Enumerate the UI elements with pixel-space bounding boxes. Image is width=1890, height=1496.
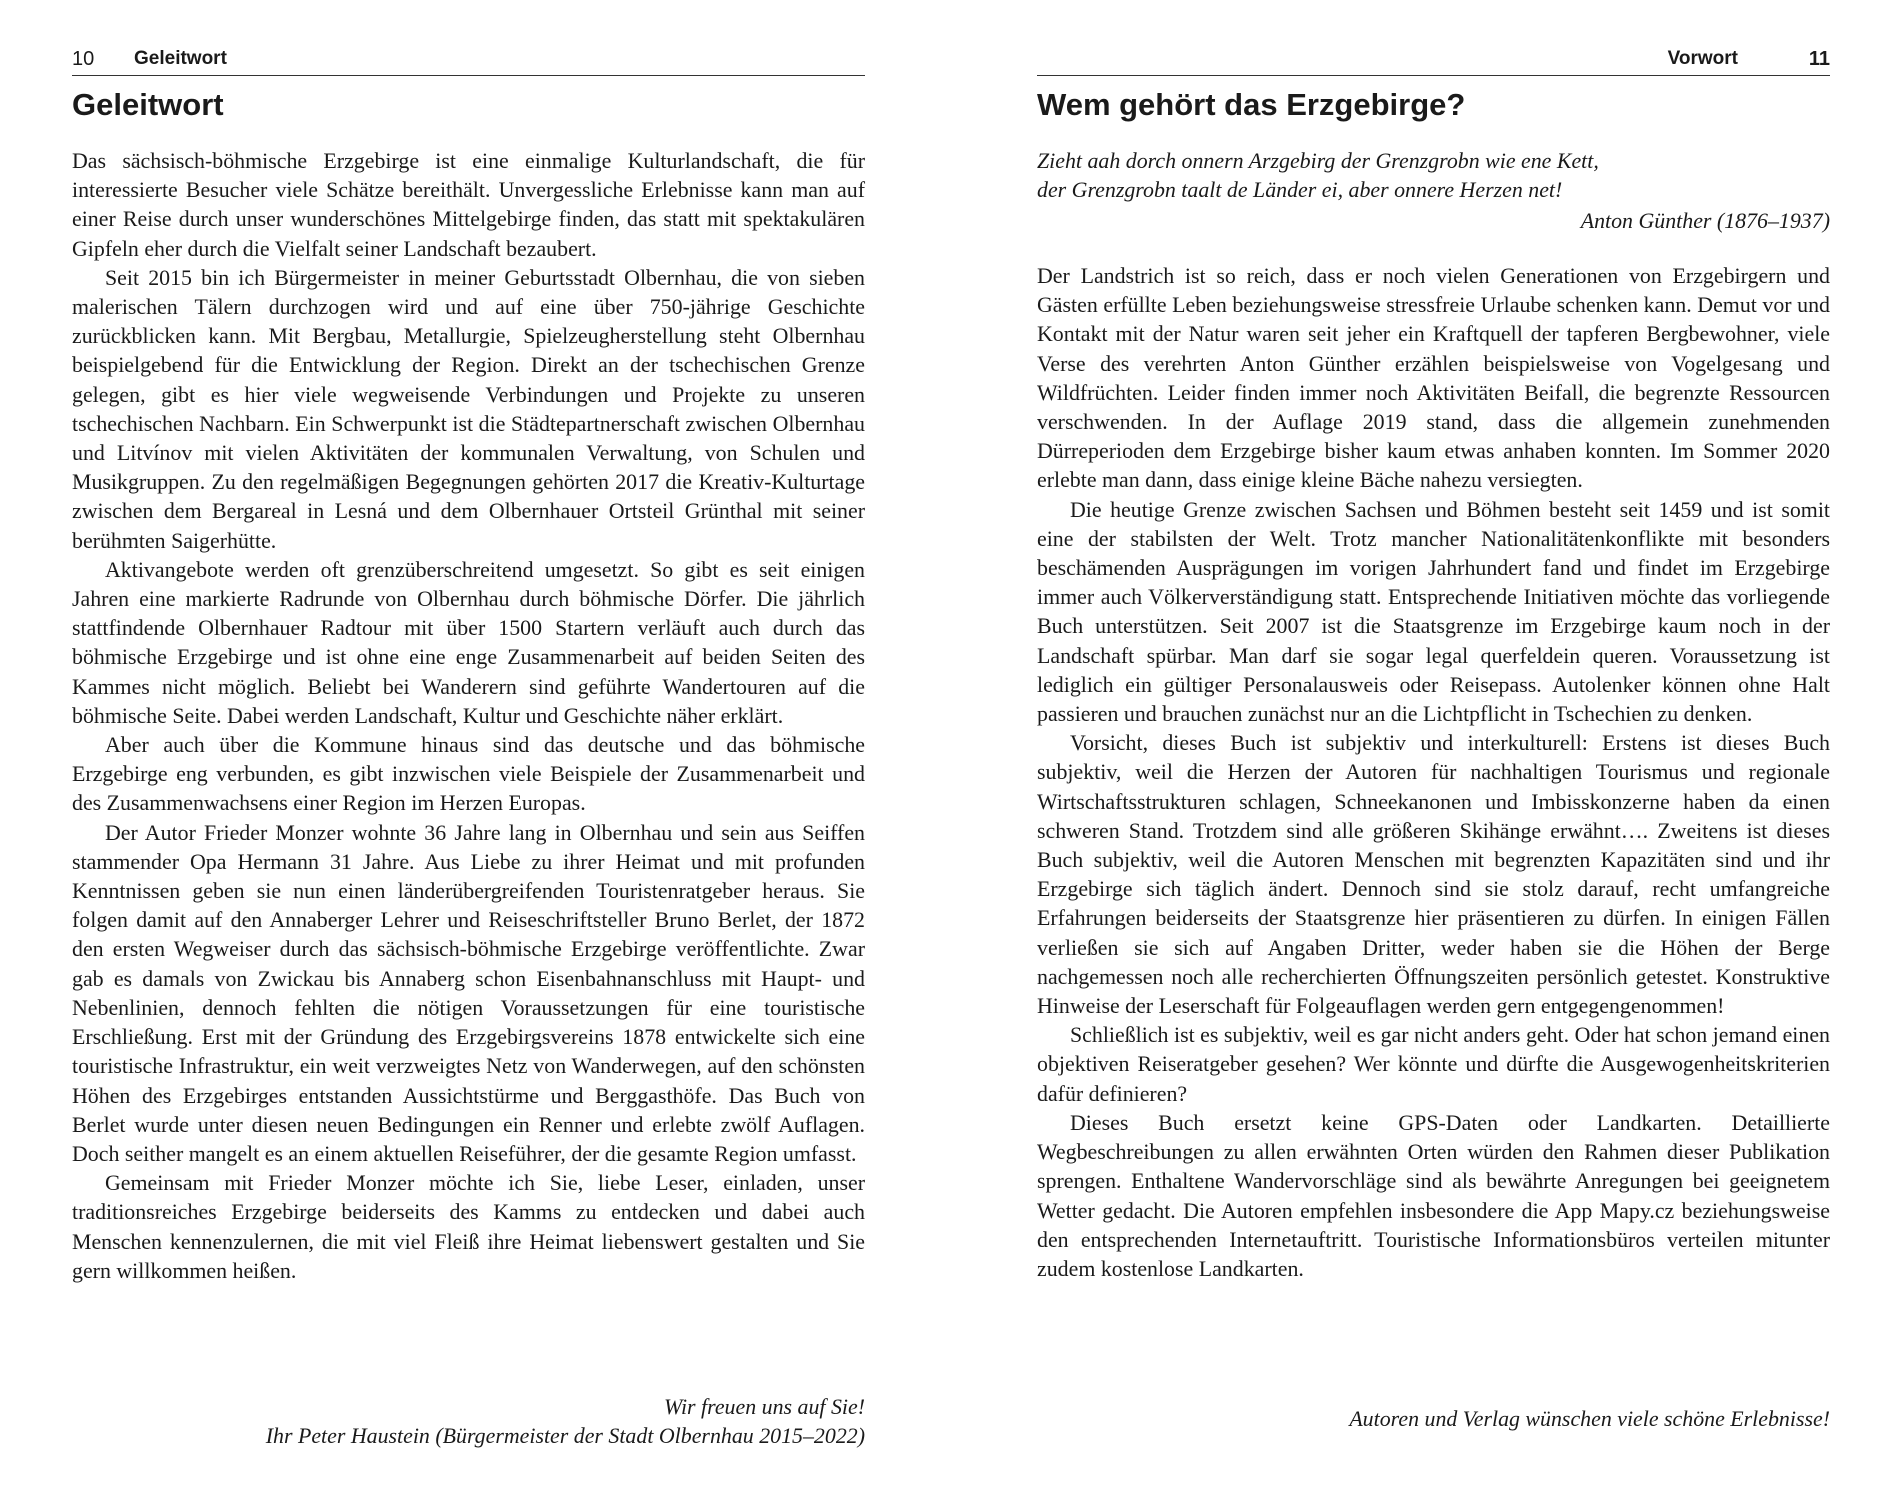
body-text-left <box>72 146 865 1285</box>
paragraph: Gemeinsam mit Frieder Monzer möchte ich Sie, liebe Leser, einladen, unser traditionsreiches Erzgebirge beiderseits des Kamms zu entdecken und dabei auch Menschen kennenzulernen, die mit viel Fleiß ihre Heimat liebenswert gestalten und Sie gern willkommen heißen. <box>72 1170 865 1283</box>
page-number-left: 10 <box>72 48 95 70</box>
epigraph <box>1037 146 1830 236</box>
body-text-right <box>1037 261 1830 1283</box>
paragraph: Die heutige Grenze zwischen Sachsen und Böhmen besteht seit 1459 und ist somit eine der stabilsten der Welt. Trotz mancher Nationalitätenkonflikte mit besonders beschämenden Ausprägungen im vorigen Jahrhundert fand und findet im Erzgebirge immer auch Völkerverständigung statt. Entsprechende Initiativen möchte das vorliegende Buch unterstützen. Seit 2007 ist die Staatsgrenze im Erzgebirge kaum noch in der Landschaft spürbar. Man darf sie sogar legal querfeldein queren. Voraussetzung ist lediglich ein gültiger Personalausweis oder Reisepass. Autolenker können ohne Halt passieren und brauchen zunächst nur an die Lichtpflicht in Tschechien zu denken. <box>1037 496 1830 727</box>
running-head-left <box>72 47 865 76</box>
paragraph: Aber auch über die Kommune hinaus sind das deutsche und das böhmische Erzgebirge eng verbunden, es gibt inzwischen viele Beispiele der Zusammenarbeit und des Zusammenwachsens einer Region im Herzen Europas. <box>72 732 865 816</box>
paragraph: Der Autor Frieder Monzer wohnte 36 Jahre lang in Olbernhau und sein aus Seiffen stammender Opa Hermann 31 Jahre. Aus Liebe zu ihrer Heimat und mit profunden Kenntnissen geben sie nun einen länderübergreifenden Touristenratgeber heraus. Sie folgen damit auf den Annaberger Lehrer und Reiseschriftsteller Bruno Berlet, der 1872 den ersten Wegweiser durch das sächsisch-böhmische Erzgebirge veröffentlichte. Zwar gab es damals von Zwickau bis Annaberg schon Eisenbahnanschluss mit Haupt- und Nebenlinien, dennoch fehlten die nötigen Voraussetzungen für eine touristische Erschließung. Erst mit der Gründung des Erzgebirgsvereins 1878 entwickelte sich eine touristische Infrastruktur, ein weit verzweigtes Netz von Wanderwegen, auf den schönsten Höhen des Erzgebirges entstanden Aussichtstürme und Berggasthöfe. Das Buch von Berlet wurde unter diesen neuen Bedingungen ein Renner und erlebte zwölf Auflagen. Doch seither mangelt es an einem aktuellen Reiseführer, der die gesamte Region umfasst. <box>72 819 865 1166</box>
running-head-title-right: Vorwort <box>1667 48 1738 69</box>
paragraph: Das sächsisch-böhmische Erzgebirge ist eine einmalige Kulturlandschaft, die für interessierte Besucher viele Schätze bereithält. Unvergessliche Erlebnisse kann man auf einer Reise durch unser wunderschönes Mittelgebirge finden, das statt mit spektakulären Gipfeln eher durch die Vielfalt seiner Landschaft bezaubert. <box>72 148 865 261</box>
epigraph-line: Zieht aah dorch onnern Arzgebirg der Grenzgrobn wie ene Kett, <box>1037 148 1599 173</box>
running-head-right <box>1037 47 1830 76</box>
chapter-title-geleitwort: Geleitwort <box>72 87 224 122</box>
signature-line: Ihr Peter Haustein (Bürgermeister der Stadt Olbernhau 2015–2022) <box>265 1423 865 1449</box>
closing-greeting: Wir freuen uns auf Sie! <box>663 1394 865 1419</box>
paragraph: Seit 2015 bin ich Bürgermeister in meiner Geburtsstadt Olbernhau, die von sieben malerischen Tälern durchzogen wird und auf eine über 750-jährige Geschichte zurückblicken kann. Mit Bergbau, Metallurgie, Spielzeugherstellung steht Olbernhau beispielgebend für die Entwicklung der Region. Direkt an der tschechischen Grenze gelegen, gibt es hier viele wegweisende Verbindungen und Projekte zu unseren tschechischen Nachbarn. Ein Schwerpunkt ist die Städtepartnerschaft zwischen Olbernhau und Litvínov mit vielen Aktivitäten der kommunalen Verwaltung, von Schulen und Musikgruppen. Zu den regelmäßigen Begegnungen gehörten 2017 die Kreativ-Kulturtage zwischen dem Bergareal in Lesná und dem Olbernhauer Ortsteil Grünthal mit seiner berühmten Saigerhütte. <box>72 264 865 553</box>
paragraph: Dieses Buch ersetzt keine GPS-Daten oder Landkarten. Detaillierte Wegbeschreibungen zu allen erwähnten Orten würden den Rahmen dieser Publikation sprengen. Enthaltene Wandervorschläge sind als bewährte Anregungen bei geeignetem Wetter gedacht. Die Autoren empfehlen insbesondere die App Mapy.cz beziehungsweise den entsprechenden Internetauftritt. Touristische Informationsbüros verteilen mitunter zudem kostenlose Landkarten. <box>1037 1109 1830 1281</box>
left-page <box>72 0 865 1496</box>
closing-wish-text: Autoren und Verlag wünschen viele schöne Erlebnisse! <box>1349 1406 1830 1431</box>
closing-signature <box>72 1392 865 1450</box>
chapter-title-vorwort: Wem gehört das Erzgebirge? <box>1037 87 1466 122</box>
page-number-right: 11 <box>1808 48 1830 70</box>
running-head-title-left: Geleitwort <box>134 48 227 69</box>
epigraph-attribution: Anton Günther (1876–1937) <box>1580 208 1830 234</box>
paragraph: Der Landstrich ist so reich, dass er noch vielen Generationen von Erzgebirgern und Gästen erfüllte Leben beziehungsweise stressfreie Urlaube schenken kann. Demut vor und Kontakt mit der Natur waren seit jeher ein Kraftquell der tapferen Bergbewohner, viele Verse des verehrten Anton Günther erzählen beispielsweise von Vogelgesang und Wildfrüchten. Leider finden immer noch Aktivitäten Beifall, die begrenzte Ressourcen verschwenden. In der Auflage 2019 stand, dass die allgemein zunehmenden Dürreperioden dem Erzgebirge bisher kaum etwas anhaben konnten. Im Sommer 2020 erlebte man dann, dass einige kleine Bäche nahezu versiegten. <box>1037 263 1830 493</box>
paragraph: Vorsicht, dieses Buch ist subjektiv und interkulturell: Erstens ist dieses Buch subjektiv, weil die Herzen der Autoren für nachhaltigen Tourismus und regionale Wirtschaftsstrukturen schlagen, Schneekanonen und Imbisskonzerne haben da einen schweren Stand. Trotzdem sind alle größeren Skihänge erwähnt…. Zweitens ist dieses Buch subjektiv, weil die Autoren Menschen mit begrenzten Kapazitäten sind und ihr Erzgebirge sich täglich ändert. Dennoch sind sie stolz darauf, recht umfangreiche Erfahrungen beiderseits der Staatsgrenze hier präsentieren zu dürfen. In einigen Fällen verließen sie sich auf Angaben Dritter, weder haben sie die Höhen der Berge nachgemessen noch alle recherchierten Öffnungszeiten persönlich getestet. Konstruktive Hinweise der Leserschaft für Folgeauflagen werden gern entgegengenommen! <box>1037 730 1830 1019</box>
paragraph: Schließlich ist es subjektiv, weil es gar nicht anders geht. Oder hat schon jemand einen objektiven Reiseratgeber gesehen? Wer könnte und dürfte die Ausgewogenheitskriterien dafür definieren? <box>1037 1022 1830 1106</box>
right-page <box>1037 0 1830 1496</box>
paragraph: Aktivangebote werden oft grenzüberschreitend umgesetzt. So gibt es seit einigen Jahren eine markierte Radrunde von Olbernhau durch böhmische Dörfer. Die jährlich stattfindende Olbernhauer Radtour mit über 1500 Startern verläuft auch durch das böhmische Erzgebirge und ist ohne eine enge Zusammenarbeit auf beiden Seiten des Kammes nicht möglich. Beliebt bei Wanderern sind geführte Wandertouren auf die böhmische Seite. Dabei werden Landschaft, Kultur und Geschichte näher erklärt. <box>72 556 865 728</box>
epigraph-line: der Grenzgrobn taalt de Länder ei, aber onnere Herzen net! <box>1037 177 1563 203</box>
closing-wish <box>1037 1404 1830 1433</box>
